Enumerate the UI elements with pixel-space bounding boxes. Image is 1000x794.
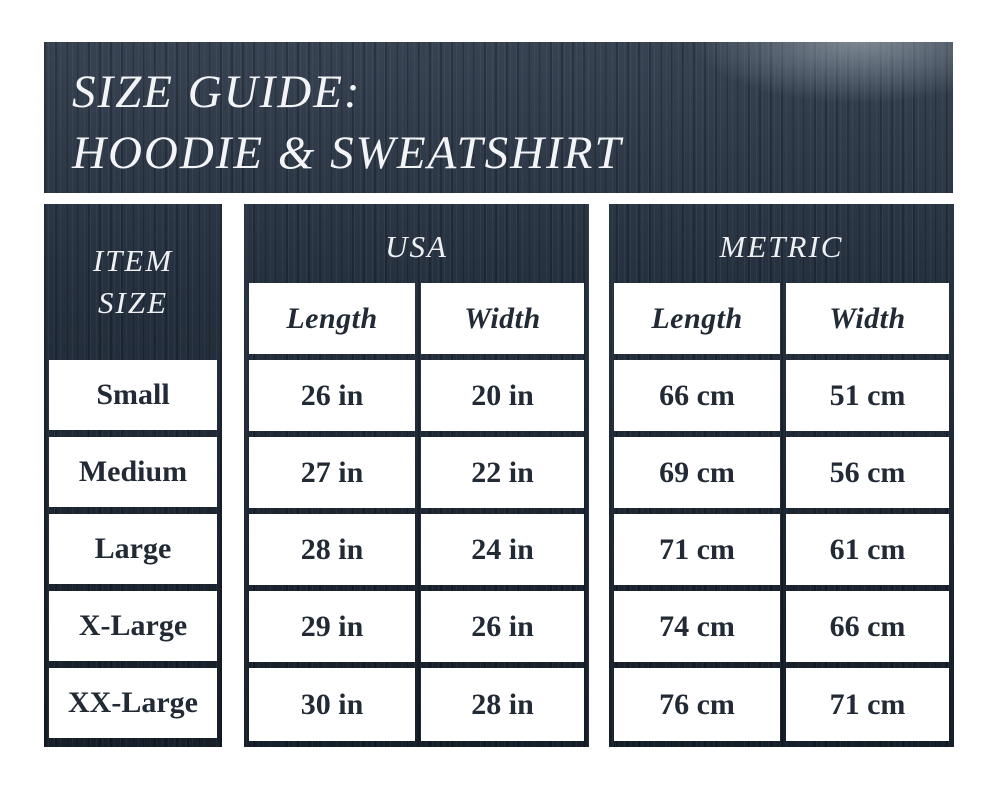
usa-length-x-large: 29 in bbox=[249, 591, 415, 662]
metric-panel bbox=[609, 204, 954, 747]
size-header-line-1: ITEM bbox=[92, 243, 174, 278]
size-label-x-large: X-Large bbox=[49, 591, 217, 661]
usa-length-header: Length bbox=[249, 283, 415, 354]
title-line-1: SIZE GUIDE: bbox=[72, 66, 362, 118]
size-panel-header bbox=[44, 240, 222, 324]
metric-panel-title: METRIC bbox=[719, 229, 844, 264]
size-label-small: Small bbox=[49, 360, 217, 430]
metric-width-small: 51 cm bbox=[786, 360, 949, 431]
metric-length-medium: 69 cm bbox=[614, 437, 780, 508]
metric-length-x-large: 74 cm bbox=[614, 591, 780, 662]
usa-width-medium: 22 in bbox=[421, 437, 584, 508]
usa-length-xx-large: 30 in bbox=[249, 668, 415, 741]
metric-length-small: 66 cm bbox=[614, 360, 780, 431]
metric-width-header: Width bbox=[786, 283, 949, 354]
usa-width-large: 24 in bbox=[421, 514, 584, 585]
size-label-xx-large: XX-Large bbox=[49, 668, 217, 738]
usa-length-large: 28 in bbox=[249, 514, 415, 585]
usa-panel-title: USA bbox=[385, 229, 448, 264]
page-title bbox=[72, 62, 623, 184]
usa-panel bbox=[244, 204, 589, 747]
usa-width-header: Width bbox=[421, 283, 584, 354]
size-label-large: Large bbox=[49, 514, 217, 584]
title-line-2: HOODIE & SWEATSHIRT bbox=[72, 127, 623, 179]
metric-width-medium: 56 cm bbox=[786, 437, 949, 508]
usa-width-small: 20 in bbox=[421, 360, 584, 431]
usa-width-x-large: 26 in bbox=[421, 591, 584, 662]
size-header-line-2: SIZE bbox=[98, 285, 168, 320]
metric-length-header: Length bbox=[614, 283, 780, 354]
title-banner bbox=[44, 42, 953, 193]
metric-width-xx-large: 71 cm bbox=[786, 668, 949, 741]
usa-length-small: 26 in bbox=[249, 360, 415, 431]
metric-length-xx-large: 76 cm bbox=[614, 668, 780, 741]
metric-length-large: 71 cm bbox=[614, 514, 780, 585]
usa-width-xx-large: 28 in bbox=[421, 668, 584, 741]
metric-width-x-large: 66 cm bbox=[786, 591, 949, 662]
size-label-medium: Medium bbox=[49, 437, 217, 507]
metric-width-large: 61 cm bbox=[786, 514, 949, 585]
size-panel bbox=[44, 204, 222, 747]
usa-length-medium: 27 in bbox=[249, 437, 415, 508]
